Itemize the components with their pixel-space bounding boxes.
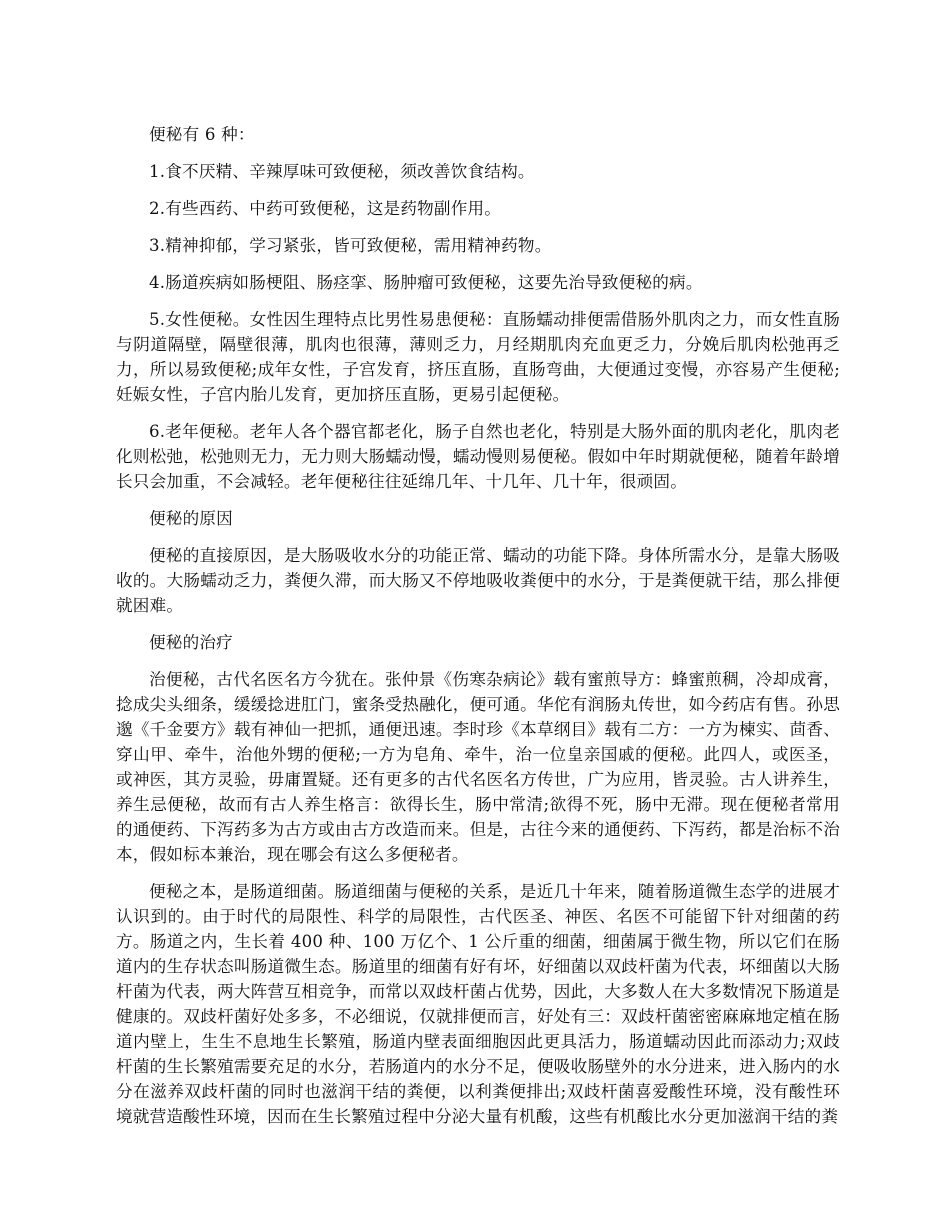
paragraph-direct-cause: 便秘的直接原因，是大肠吸收水分的功能正常、蠕动的功能下降。身体所需水分，是靠大肠吸收的。大肠蠕动乏力，粪便久滞，而大肠又不停地吸收粪便中的水分，于是粪便就干结，那么排便就困难。: [116, 546, 840, 615]
paragraph-cause-4: 4.肠道疾病如肠梗阻、肠痉挛、肠肿瘤可致便秘，这要先治导致便秘的病。: [149, 273, 703, 292]
paragraph-gut-bacteria: 便秘之本，是肠道细菌。肠道细菌与便秘的关系，是近几十年来，随着肠道微生态学的进展才认识到的。由于时代的局限性、科学的局限性，古代医圣、神医、名医不可能留下针对细菌的药方。肠道之内，生长着 400 种、100 万亿个、1 公斤重的细菌，细菌属于微生物，所以它们在肠道内的生存状态叫肠道微生态。肠道里的细菌有好有坏，好细菌以双歧杆菌为代表，坏细菌以大肠杆菌为代表，两大阵营互相竞争，而常以双歧杆菌占优势，因此，大多数人在大多数情况下肠道是健康的。双歧杆菌好处多多，不必细说，仅就排便而言，好处有三：双歧杆菌密密麻麻地定植在肠道内壁上，生生不息地生长繁殖，肠道内壁表面细胞因此更具活力，肠道蠕动因此而添动力;双歧杆菌的生长繁殖需要充足的水分，若肠道内的水分不足，便吸收肠壁外的水分进来，进入肠内的水分在滋养双歧杆菌的同时也滋润干结的粪便，以利粪便排出;双歧杆菌喜爱酸性环境，没有酸性环境就营造酸性环境，因而在生长繁殖过程中分泌大量有机酸，这些有机酸比水分更加滋润干结的粪: [116, 882, 840, 1126]
paragraph-intro: 便秘有 6 种：: [149, 125, 255, 144]
paragraph-cause-1: 1.食不厌精、辛辣厚味可致便秘，须改善饮食结构。: [149, 162, 535, 181]
section-heading-causes: 便秘的原因: [149, 509, 233, 528]
paragraph-cause-6: 6.老年便秘。老年人各个器官都老化，肠子自然也老化，特别是大肠外面的肌肉老化，肌肉老化则松弛，松弛则无力，无力则大肠蠕动慢，蠕动慢则易便秘。假如中年时期就便秘，随着年龄增长只会加重，不会减轻。老年便秘往往延绵几年、十几年、几十年，很顽固。: [116, 422, 840, 491]
paragraph-cause-2: 2.有些西药、中药可致便秘，这是药物副作用。: [149, 199, 502, 218]
paragraph-cause-5: 5.女性便秘。女性因生理特点比男性易患便秘：直肠蠕动排便需借肠外肌肉之力，而女性直肠与阴道隔壁，隔壁很薄，肌肉也很薄，薄则乏力，月经期肌肉充血更乏力，分娩后肌肉松弛再乏力，所以易致便秘;成年女性，子宫发育，挤压直肠，直肠弯曲，大便通过变慢，亦容易产生便秘;妊娠女性，子宫内胎儿发育，更加挤压直肠，更易引起便秘。: [116, 310, 840, 404]
paragraph-ancient-remedies: 治便秘，古代名医名方今犹在。张仲景《伤寒杂病论》载有蜜煎导方：蜂蜜煎稠，冷却成膏，捻成尖头细条，缓缓捻进肛门，蜜条受热融化，便可通。华佗有润肠丸传世，如今药店有售。孙思邈《千金要方》载有神仙一把抓，通便迅速。李时珍《本草纲目》载有二方：一方为楝实、茴香、穿山甲、牵牛，治他外甥的便秘;一方为皂角、牵牛，治一位皇亲国戚的便秘。此四人，或医圣，或神医，其方灵验，毋庸置疑。还有更多的古代名医名方传世，广为应用，皆灵验。古人讲养生，养生忌便秘，故而有古人养生格言：欲得长生，肠中常清;欲得不死，肠中无滞。现在便秘者常用的通便药、下泻药多为古方或由古方改造而来。但是，古往今来的通便药、下泻药，都是治标不治本，假如标本兼治，现在哪会有这么多便秘者。: [116, 670, 840, 864]
paragraph-cause-3: 3.精神抑郁，学习紧张，皆可致便秘，需用精神药物。: [149, 236, 552, 255]
section-heading-treatment: 便秘的治疗: [149, 633, 233, 652]
document-page: [116, 122, 840, 1141]
